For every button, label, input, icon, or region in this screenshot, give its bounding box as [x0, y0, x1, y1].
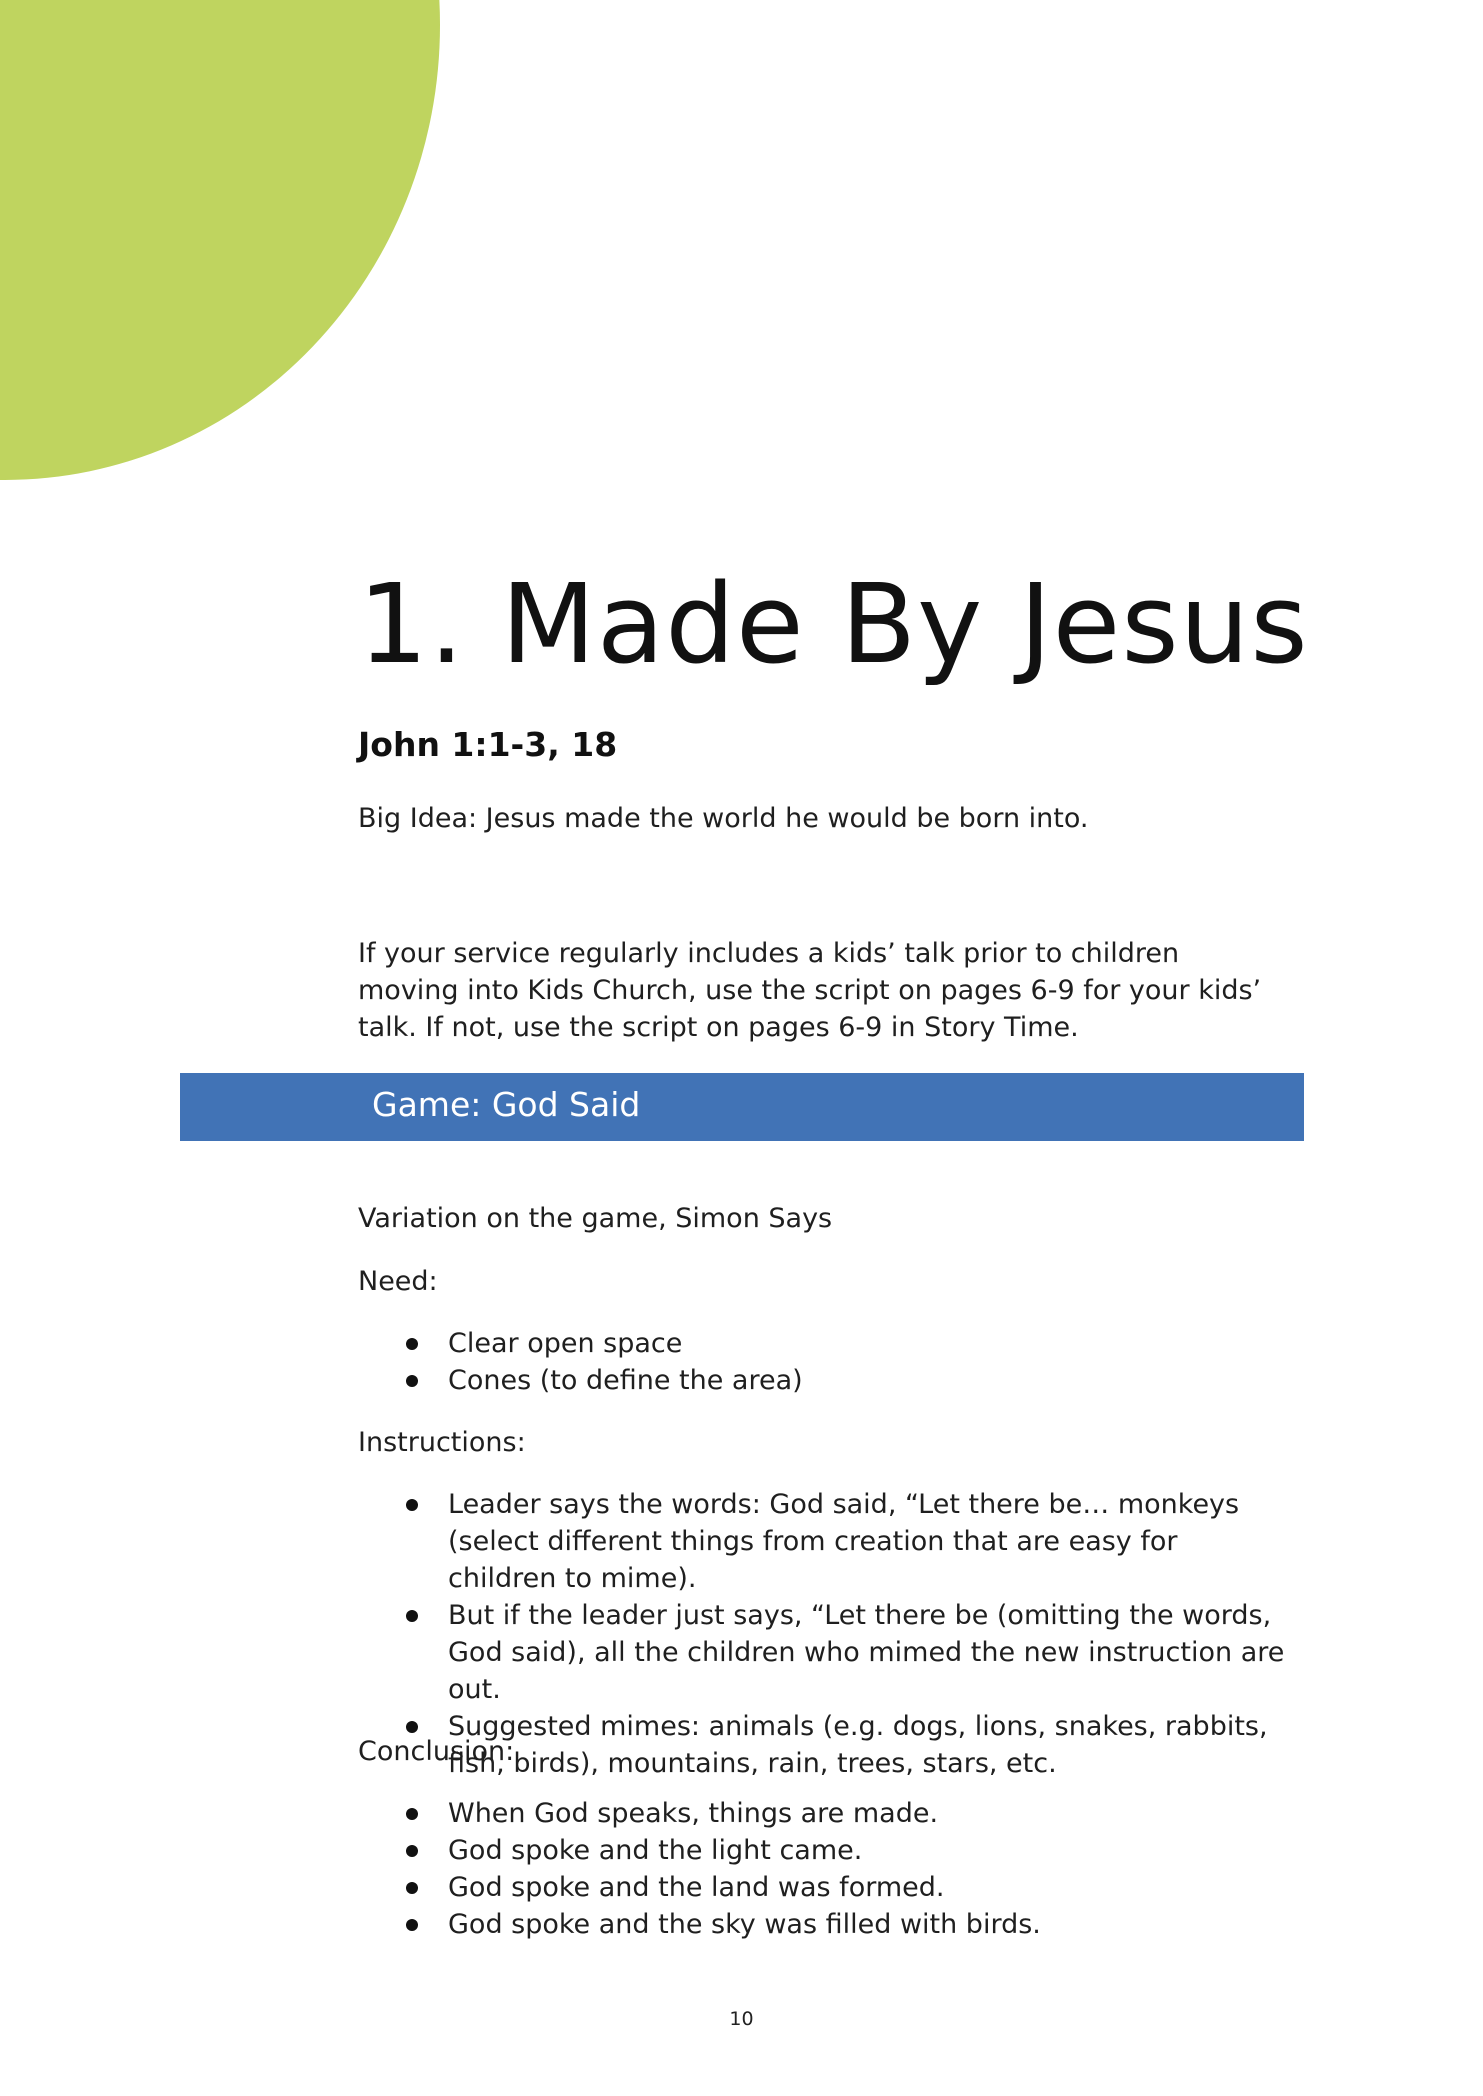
list-item-text: Suggested mimes: animals (e.g. dogs, lions, snakes, rabbits, fish, birds), mountains, rain, trees, stars, etc.: [448, 1711, 1268, 1779]
bullet-icon: [406, 1375, 418, 1387]
list-item-text: Clear open space: [448, 1328, 683, 1359]
list-item: [358, 1486, 1288, 1597]
scripture-reference: John 1:1-3, 18: [358, 725, 618, 764]
list-item: [358, 1906, 1288, 1943]
instructions-label: Instructions:: [358, 1427, 526, 1458]
list-item-text: God spoke and the sky was filled with birds.: [448, 1909, 1041, 1940]
bullet-icon: [406, 1845, 418, 1857]
big-idea-text: Big Idea: Jesus made the world he would be born into.: [358, 803, 1089, 834]
bullet-icon: [406, 1721, 418, 1733]
bullet-icon: [406, 1610, 418, 1622]
section-banner: [180, 1073, 1304, 1141]
conclusion-list: [358, 1795, 1288, 1943]
list-item: [358, 1869, 1288, 1906]
page-number: 10: [729, 2008, 754, 2030]
list-item-text: Leader says the words: God said, “Let there be… monkeys (select different things from creation that are easy for children to mime).: [448, 1489, 1240, 1594]
list-item-text: God spoke and the light came.: [448, 1835, 863, 1866]
bullet-icon: [406, 1338, 418, 1350]
need-label: Need:: [358, 1266, 438, 1297]
list-item: [358, 1795, 1288, 1832]
page-title: 1. Made By Jesus: [358, 560, 1309, 688]
bullet-icon: [406, 1808, 418, 1820]
list-item: [358, 1325, 1288, 1362]
list-item: [358, 1597, 1288, 1708]
section-banner-title: Game: God Said: [372, 1085, 641, 1124]
list-item-text: When God speaks, things are made.: [448, 1798, 939, 1829]
bullet-icon: [406, 1499, 418, 1511]
list-item: [358, 1362, 1288, 1399]
list-item: [358, 1832, 1288, 1869]
list-item-text: God spoke and the land was formed.: [448, 1872, 945, 1903]
game-variation-text: Variation on the game, Simon Says: [358, 1203, 833, 1234]
conclusion-label: Conclusion:: [358, 1736, 515, 1767]
bullet-icon: [406, 1919, 418, 1931]
list-item-text: But if the leader just says, “Let there be (omitting the words, God said), all the children who mimed the new instruction are out.: [448, 1600, 1285, 1705]
list-item-text: Cones (to define the area): [448, 1365, 803, 1396]
need-list: [358, 1325, 1288, 1399]
decorative-green-circle: [0, 0, 440, 480]
bullet-icon: [406, 1882, 418, 1894]
intro-paragraph: If your service regularly includes a kids’ talk prior to children moving into Kids Church, use the script on pages 6-9 for your kids’ talk. If not, use the script on pages 6-9 in Story Time.: [358, 938, 1262, 1043]
